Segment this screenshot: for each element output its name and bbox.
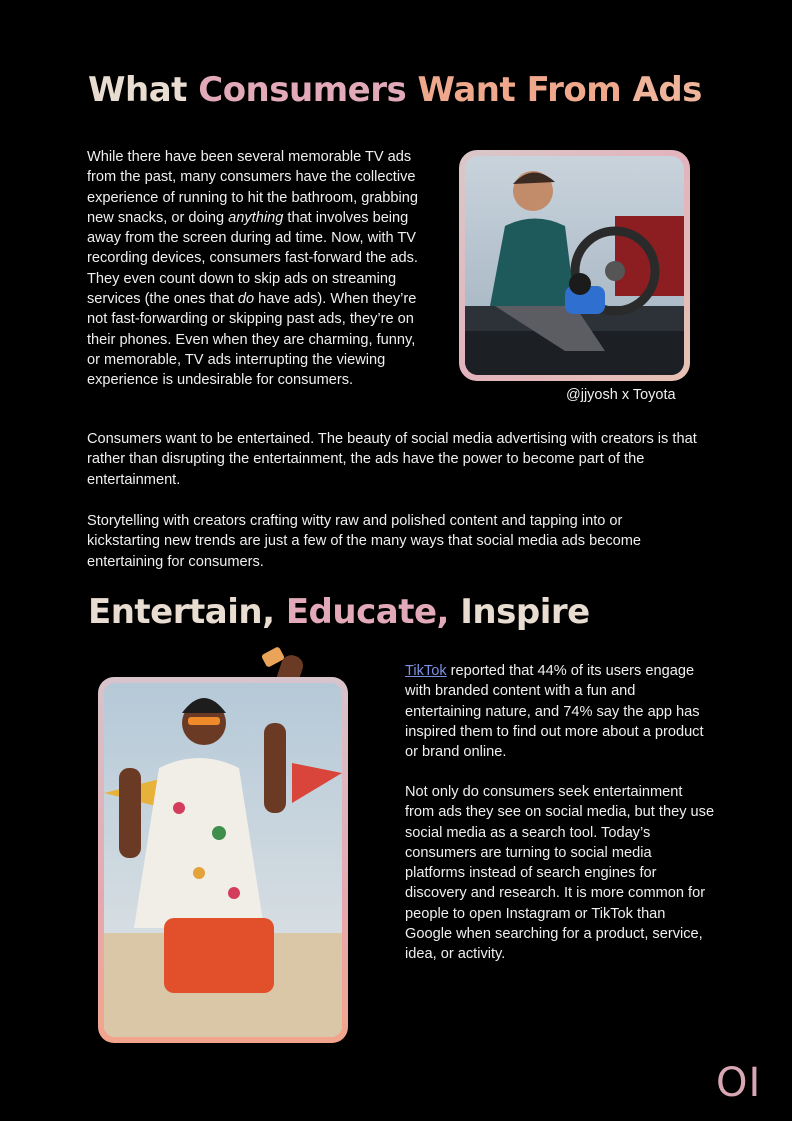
- text-run: that involves being away from the screen during ad time. Now, with TV recording devices, consumers fast-forward the ads. They even count down to skip ads on streaming services (the ones that: [87, 209, 418, 308]
- body-paragraph: Not only do consumers seek entertainment from ads they see on social media, but they use social media as a search tool. Today’s consumers are turning to social media platforms instead of search engines for discovery and research. It is more common for people to open Instagram or TikTok than Google when searching for a product, service, idea, or activity.: [405, 784, 715, 963]
- section-title-ads: [88, 70, 702, 110]
- text-run: have ads). When they’re not fast-forwarding or skipping past ads, they’re on their phones. Even when they are charming, funny, or memorable, TV ads interrupting the viewing experience is undesirable for consumers.: [87, 291, 417, 389]
- intro-paragraph: [87, 147, 432, 391]
- emphasis-text: anything: [228, 209, 284, 226]
- title-word: Consumers: [198, 70, 407, 110]
- photo-caption: @jjyosh x Toyota: [566, 387, 676, 403]
- title-word: Entertain,: [88, 592, 275, 632]
- text-run: reported that 44% of its users engage with branded content with a fun and entertaining nature, and 74% say the app has inspired them to find out more about a product or brand online.: [405, 663, 704, 761]
- title-word: What: [88, 70, 187, 110]
- section-title-entertain: [88, 592, 590, 632]
- photo-frame-selfie: [98, 677, 348, 1043]
- photo-man-truck: [465, 156, 684, 375]
- photo-illustration: [465, 156, 684, 375]
- body-paragraph: Consumers want to be entertained. The beauty of social media advertising with creators is that rather than disrupting the entertainment, the ads have the power to become part of the entertainment.: [87, 431, 697, 488]
- emphasis-text: do: [237, 291, 255, 308]
- title-word: Inspire: [460, 592, 590, 632]
- photo-man-selfie: [104, 683, 342, 1037]
- photo-illustration: [104, 683, 342, 1037]
- text-run: While there have been several memorable TV ads from the past, many consumers have the collective experience of running to hit the bathroom, grabbing new snacks, or doing: [87, 149, 419, 226]
- body-paragraph: Storytelling with creators crafting witty raw and polished content and tapping into or kickstarting new trends are just a few of the many ways that social media ads become entertaining for consumers.: [87, 513, 642, 570]
- brand-logo: OI: [716, 1060, 762, 1106]
- title-word: Educate,: [285, 592, 449, 632]
- title-word: Want From: [417, 70, 622, 110]
- title-word: Ads: [632, 70, 702, 110]
- photo-frame-toyota: [459, 150, 690, 381]
- tiktok-link[interactable]: TikTok: [405, 663, 447, 679]
- tiktok-paragraph: [405, 661, 715, 762]
